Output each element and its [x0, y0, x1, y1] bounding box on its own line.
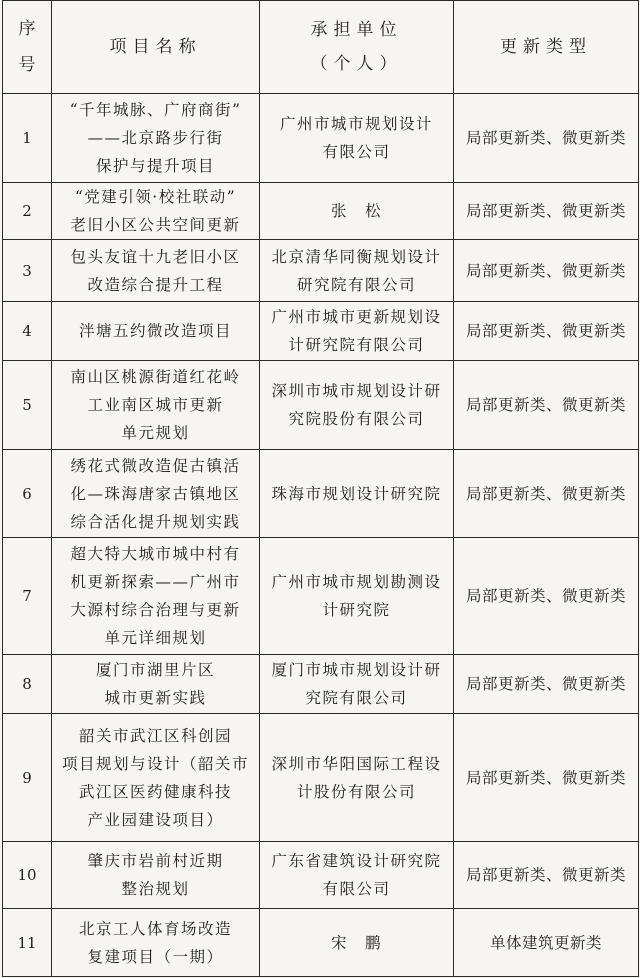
responsible-unit: 广州市城市更新规划设 计研究院有限公司 [260, 302, 454, 361]
table-row [3, 94, 639, 183]
project-name: 厦门市湖里片区 城市更新实践 [52, 655, 260, 714]
responsible-unit: 宋 鹏 [260, 909, 454, 977]
row-seq: 3 [3, 240, 52, 302]
projects-table [2, 0, 639, 977]
row-seq: 1 [3, 94, 52, 183]
update-type: 局部更新类、微更新类 [454, 183, 639, 240]
row-seq: 7 [3, 538, 52, 655]
project-name: 韶关市武江区科创园 项目规划与设计（韶关市 武江区医药健康科技 产业园建设项目） [52, 714, 260, 842]
header-seq: 序 号 [3, 1, 52, 94]
table-row [3, 714, 639, 842]
responsible-unit: 广东省建筑设计研究院 有限公司 [260, 842, 454, 909]
header-name: 项目名称 [52, 1, 260, 94]
update-type: 局部更新类、微更新类 [454, 538, 639, 655]
update-type: 局部更新类、微更新类 [454, 94, 639, 183]
responsible-unit: 深圳市华阳国际工程设 计股份有限公司 [260, 714, 454, 842]
project-name: 肇庆市岩前村近期 整治规划 [52, 842, 260, 909]
responsible-unit: 深圳市城市规划设计研 究院股份有限公司 [260, 361, 454, 450]
project-name: 泮塘五约微改造项目 [52, 302, 260, 361]
update-type: 局部更新类、微更新类 [454, 842, 639, 909]
header-row [3, 1, 639, 94]
row-seq: 11 [3, 909, 52, 977]
header-unit: 承担单位 （个人） [260, 1, 454, 94]
update-type: 局部更新类、微更新类 [454, 655, 639, 714]
table-row [3, 909, 639, 977]
responsible-unit: 广州市城市规划勘测设 计研究院 [260, 538, 454, 655]
update-type: 单体建筑更新类 [454, 909, 639, 977]
row-seq: 8 [3, 655, 52, 714]
table-row [3, 655, 639, 714]
table-row [3, 450, 639, 538]
responsible-unit: 厦门市城市规划设计研 究院有限公司 [260, 655, 454, 714]
project-name: 南山区桃源街道红花岭 工业南区城市更新 单元规划 [52, 361, 260, 450]
table-row [3, 302, 639, 361]
row-seq: 9 [3, 714, 52, 842]
responsible-unit: 北京清华同衡规划设计 研究院有限公司 [260, 240, 454, 302]
project-name: “党建引领·校社联动” 老旧小区公共空间更新 [52, 183, 260, 240]
row-seq: 2 [3, 183, 52, 240]
project-name: 北京工人体育场改造 复建项目（一期） [52, 909, 260, 977]
row-seq: 10 [3, 842, 52, 909]
responsible-unit: 广州市城市规划设计 有限公司 [260, 94, 454, 183]
update-type: 局部更新类、微更新类 [454, 361, 639, 450]
table-row [3, 240, 639, 302]
project-name: 绣花式微改造促古镇活 化—珠海唐家古镇地区 综合活化提升规划实践 [52, 450, 260, 538]
table-row [3, 842, 639, 909]
responsible-unit: 张 松 [260, 183, 454, 240]
table-row [3, 538, 639, 655]
responsible-unit: 珠海市规划设计研究院 [260, 450, 454, 538]
project-name: “千年城脉、广府商街” ——北京路步行街 保护与提升项目 [52, 94, 260, 183]
row-seq: 5 [3, 361, 52, 450]
row-seq: 4 [3, 302, 52, 361]
update-type: 局部更新类、微更新类 [454, 240, 639, 302]
update-type: 局部更新类、微更新类 [454, 714, 639, 842]
table-row [3, 183, 639, 240]
header-type: 更新类型 [454, 1, 639, 94]
row-seq: 6 [3, 450, 52, 538]
project-name: 超大特大城市城中村有 机更新探索——广州市 大源村综合治理与更新 单元详细规划 [52, 538, 260, 655]
table-row [3, 361, 639, 450]
update-type: 局部更新类、微更新类 [454, 450, 639, 538]
project-name: 包头友谊十九老旧小区 改造综合提升工程 [52, 240, 260, 302]
update-type: 局部更新类、微更新类 [454, 302, 639, 361]
